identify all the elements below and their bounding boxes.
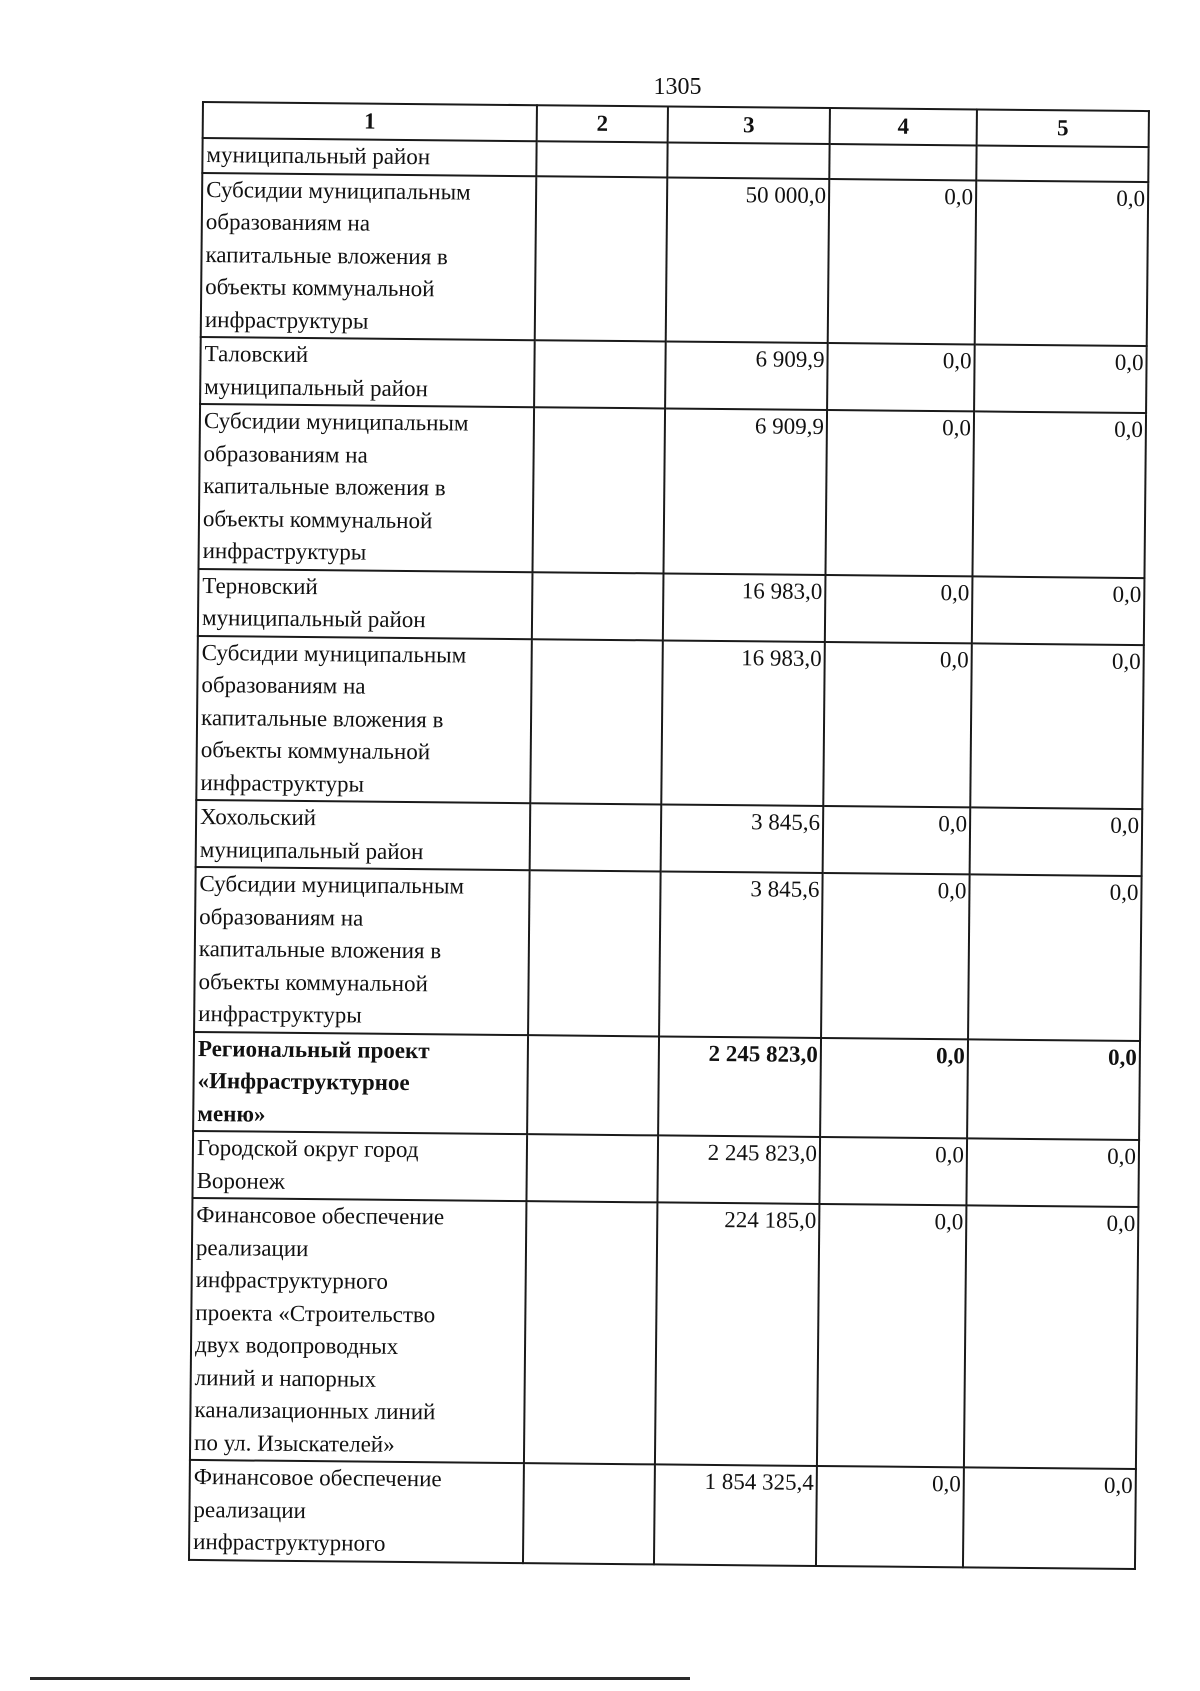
column-header-1: 1 [203, 102, 537, 141]
col2-cell [530, 803, 662, 871]
row-name-cell: Субсидии муниципальным образованиям на капитальные вложения в объекты коммунальной инфраструктуры [196, 635, 532, 803]
row-name-cell: Субсидии муниципальным образованиям на капитальные вложения в объекты коммунальной инфраструктуры [201, 173, 537, 341]
budget-table [188, 101, 1150, 1570]
col2-cell [536, 141, 667, 177]
footer-divider [30, 1677, 690, 1680]
amount-cell: 2 245 823,0 [658, 1036, 821, 1137]
col5-cell: 0,0 [968, 874, 1142, 1040]
column-header-3: 3 [668, 106, 830, 144]
col5-cell: 0,0 [966, 1138, 1139, 1207]
row-name-cell: Финансовое обеспечение реализации инфраструктурного проекта «Строительство двух водопроводных линий и напорных канализационных линий по ул. Изыскателей» [190, 1198, 526, 1463]
page-number: 1305 [653, 74, 702, 100]
column-header-2: 2 [537, 105, 668, 142]
col5-cell: 0,0 [964, 1205, 1139, 1469]
col4-cell: 0,0 [819, 1137, 967, 1205]
col2-cell [526, 1134, 658, 1202]
col2-cell [523, 1463, 655, 1564]
col2-cell [530, 639, 663, 805]
table-row [193, 1031, 1140, 1140]
col4-cell: 0,0 [821, 873, 970, 1039]
row-name-cell: Хохольский муниципальный район [196, 800, 531, 870]
amount-cell: 16 983,0 [663, 573, 826, 642]
col5-cell: 0,0 [975, 180, 1149, 346]
col4-cell: 0,0 [816, 1466, 964, 1567]
row-name-cell: муниципальный район [202, 138, 536, 176]
amount-cell: 6 909,9 [665, 341, 828, 410]
amount-cell: 3 845,6 [659, 871, 823, 1037]
amount-cell: 50 000,0 [666, 177, 830, 343]
row-name-cell: Субсидии муниципальным образованиям на капитальные вложения в объекты коммунальной инфраструктуры [194, 867, 530, 1035]
col4-cell: 0,0 [820, 1037, 968, 1138]
column-header-5: 5 [977, 109, 1149, 147]
amount-cell: 6 909,9 [663, 408, 827, 574]
table-row [196, 800, 1143, 876]
col2-cell [528, 870, 661, 1036]
table-body [189, 138, 1149, 1569]
table-row [198, 568, 1145, 644]
col2-cell [527, 1035, 659, 1136]
col4-cell: 0,0 [827, 343, 975, 411]
table-row [194, 867, 1142, 1041]
col2-cell [535, 176, 668, 342]
col2-cell [532, 572, 664, 640]
col4-cell: 0,0 [823, 642, 972, 808]
amount-cell [667, 142, 829, 178]
table-row [196, 635, 1144, 809]
amount-cell: 3 845,6 [661, 804, 824, 873]
amount-cell: 1 854 325,4 [654, 1464, 817, 1565]
col5-cell: 0,0 [972, 576, 1145, 645]
row-name-cell: Финансовое обеспечение реализации инфраструктурного [189, 1460, 524, 1563]
table-row [199, 404, 1147, 578]
amount-cell: 224 185,0 [655, 1202, 820, 1466]
col2-cell [532, 407, 665, 573]
row-name-cell: Региональный проект «Инфраструктурное меню» [193, 1031, 528, 1134]
col4-cell: 0,0 [825, 575, 973, 643]
col2-cell [524, 1201, 658, 1464]
col5-cell [976, 145, 1148, 181]
table-row [192, 1131, 1139, 1207]
row-name-cell: Субсидии муниципальным образованиям на капитальные вложения в объекты коммунальной инфраструктуры [199, 404, 535, 572]
col4-cell: 0,0 [825, 410, 974, 576]
table-row [189, 1460, 1136, 1569]
col5-cell: 0,0 [963, 1467, 1136, 1568]
col4-cell [829, 144, 976, 180]
col2-cell [534, 340, 666, 408]
col5-cell: 0,0 [970, 643, 1144, 809]
amount-cell: 16 983,0 [661, 640, 825, 806]
row-name-cell: Таловский муниципальный район [200, 337, 535, 407]
col5-cell: 0,0 [970, 807, 1143, 876]
col4-cell: 0,0 [828, 179, 977, 345]
table-row [200, 337, 1147, 413]
col5-cell: 0,0 [967, 1039, 1140, 1140]
col5-cell: 0,0 [972, 411, 1146, 577]
row-name-cell: Терновский муниципальный район [198, 568, 533, 638]
column-header-4: 4 [830, 108, 977, 145]
table-row [190, 1198, 1138, 1469]
table-row [201, 173, 1149, 347]
col4-cell: 0,0 [817, 1204, 967, 1467]
col4-cell: 0,0 [823, 806, 971, 874]
col5-cell: 0,0 [974, 344, 1147, 413]
amount-cell: 2 245 823,0 [657, 1135, 820, 1204]
row-name-cell: Городской округ город Воронеж [192, 1131, 527, 1201]
